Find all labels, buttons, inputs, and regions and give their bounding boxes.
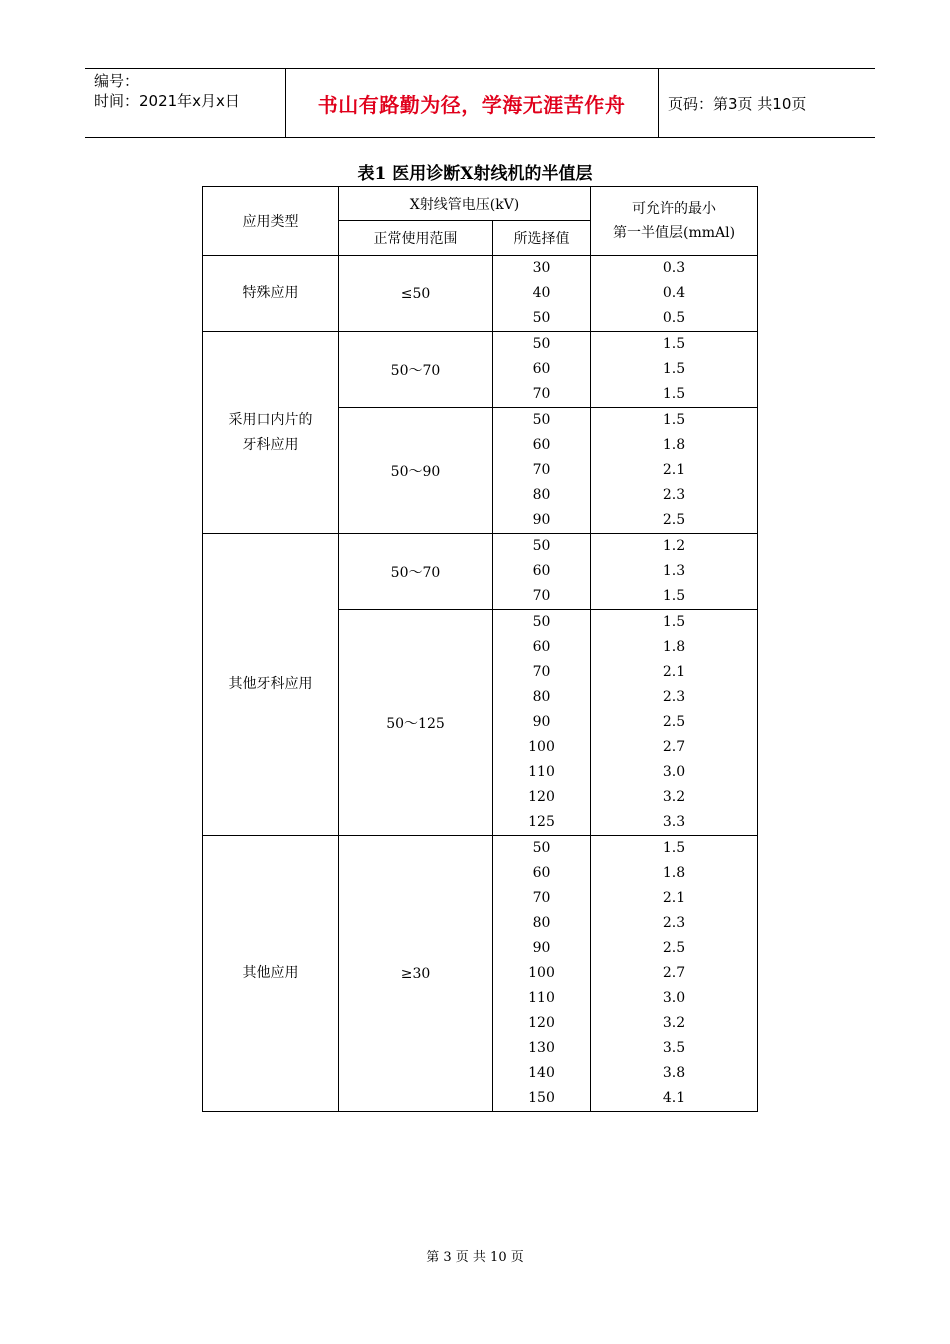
- min-hvl-value: 1.5: [662, 588, 686, 604]
- selected-value: 120: [528, 789, 555, 805]
- selected-value: 100: [528, 965, 555, 981]
- min-hvl-value: 1.3: [662, 563, 686, 579]
- selected-value: 90: [532, 512, 551, 528]
- header-motto: 书山有路勤为径，学海无涯苦作舟: [317, 92, 626, 117]
- table-body: [203, 256, 758, 1112]
- min-hvl-value: 2.5: [662, 512, 686, 528]
- min-hvl-cell: [591, 332, 758, 408]
- application-type-cell: [203, 534, 339, 836]
- min-hvl-value: 2.3: [662, 915, 686, 931]
- min-hvl-value: 3.2: [662, 1015, 686, 1031]
- min-hvl-value: 4.1: [662, 1090, 686, 1106]
- selected-value: 110: [528, 764, 555, 780]
- min-hvl-value: 3.2: [662, 789, 686, 805]
- hvl-table: [202, 186, 758, 1112]
- application-type-cell: [203, 836, 339, 1112]
- selected-value: 80: [532, 487, 551, 503]
- min-hvl-value: 3.0: [662, 764, 686, 780]
- min-hvl-value: 0.4: [662, 285, 686, 301]
- min-hvl-value: 1.8: [662, 639, 686, 655]
- selected-value: 125: [528, 814, 555, 830]
- min-hvl-value: 0.3: [662, 260, 686, 276]
- header-meta-cell: [85, 69, 286, 137]
- min-hvl-value: 3.5: [662, 1040, 686, 1056]
- selected-value: 40: [532, 285, 551, 301]
- header-motto-cell: [285, 69, 659, 137]
- selected-value: 60: [532, 563, 551, 579]
- min-hvl-value: 2.1: [662, 890, 686, 906]
- selected-value: 70: [532, 588, 551, 604]
- normal-range-cell: ≤50: [339, 256, 493, 332]
- selected-value: 50: [532, 840, 551, 856]
- selected-value: 60: [532, 639, 551, 655]
- selected-value: 110: [528, 990, 555, 1006]
- normal-range-cell: 50～70: [339, 332, 493, 408]
- min-hvl-value: 1.5: [662, 412, 686, 428]
- selected-value: 70: [532, 462, 551, 478]
- document-time-label: 时间：2021年x月x日: [94, 92, 240, 110]
- min-hvl-value: 0.5: [662, 310, 686, 326]
- min-hvl-value: 2.1: [662, 664, 686, 680]
- application-type-label: 采用口内片的: [228, 411, 313, 428]
- selected-value: 50: [532, 310, 551, 326]
- min-hvl-value: 3.3: [662, 814, 686, 830]
- min-hvl-value: 1.5: [662, 614, 686, 630]
- min-hvl-value: 2.1: [662, 462, 686, 478]
- normal-range-cell: ≥30: [339, 836, 493, 1112]
- header-selected-value: 所选择值: [493, 221, 591, 256]
- header-min-hvl: [591, 187, 758, 256]
- header-application-type: 应用类型: [203, 187, 339, 256]
- selected-value: 50: [532, 614, 551, 630]
- min-hvl-cell: [591, 408, 758, 534]
- selected-values-cell: [493, 534, 591, 610]
- selected-values-cell: [493, 408, 591, 534]
- min-hvl-cell: [591, 256, 758, 332]
- min-hvl-value: 2.5: [662, 940, 686, 956]
- selected-value: 30: [532, 260, 551, 276]
- selected-value: 50: [532, 336, 551, 352]
- min-hvl-cell: [591, 610, 758, 836]
- header-tube-voltage: X射线管电压(kV): [339, 187, 591, 221]
- table-row: [203, 256, 758, 332]
- selected-value: 60: [532, 865, 551, 881]
- selected-values-cell: [493, 610, 591, 836]
- header-normal-range: 正常使用范围: [339, 221, 493, 256]
- selected-value: 100: [528, 739, 555, 755]
- selected-value: 80: [532, 689, 551, 705]
- header-min-hvl-line2: 第一半值层(mmAl): [612, 225, 736, 241]
- table-title: 表1 医用诊断X射线机的半值层: [357, 164, 593, 184]
- selected-value: 130: [528, 1040, 555, 1056]
- document-number-label: 编号：: [94, 72, 140, 90]
- min-hvl-value: 1.8: [662, 865, 686, 881]
- selected-values-cell: [493, 332, 591, 408]
- table-row: [203, 836, 758, 1112]
- selected-value: 140: [528, 1065, 555, 1081]
- table-row: [203, 534, 758, 610]
- selected-values-cell: [493, 836, 591, 1112]
- min-hvl-value: 2.5: [662, 714, 686, 730]
- min-hvl-value: 2.7: [662, 739, 686, 755]
- table-row: [203, 332, 758, 408]
- selected-value: 80: [532, 915, 551, 931]
- min-hvl-value: 1.2: [662, 538, 686, 554]
- min-hvl-value: 2.3: [662, 487, 686, 503]
- application-type-label: 特殊应用: [242, 285, 299, 301]
- selected-value: 120: [528, 1015, 555, 1031]
- application-type-cell: [203, 256, 339, 332]
- header-min-hvl-line1: 可允许的最小: [632, 201, 717, 217]
- application-type-label: 牙科应用: [242, 436, 299, 453]
- min-hvl-value: 1.5: [662, 361, 686, 377]
- application-type-label: 其他应用: [242, 965, 299, 981]
- min-hvl-value: 2.3: [662, 689, 686, 705]
- selected-value: 70: [532, 386, 551, 402]
- page-header: [85, 68, 875, 138]
- min-hvl-value: 3.0: [662, 990, 686, 1006]
- min-hvl-value: 1.5: [662, 386, 686, 402]
- selected-value: 50: [532, 538, 551, 554]
- min-hvl-value: 2.7: [662, 965, 686, 981]
- selected-value: 60: [532, 437, 551, 453]
- header-page-cell: [659, 69, 875, 137]
- selected-value: 90: [532, 940, 551, 956]
- normal-range-cell: 50～90: [339, 408, 493, 534]
- header-page-info: 页码：第3页 共10页: [668, 94, 807, 113]
- selected-value: 60: [532, 361, 551, 377]
- min-hvl-cell: [591, 534, 758, 610]
- selected-value: 150: [528, 1090, 555, 1106]
- min-hvl-value: 1.5: [662, 840, 686, 856]
- selected-value: 70: [532, 890, 551, 906]
- selected-value: 90: [532, 714, 551, 730]
- min-hvl-value: 3.8: [662, 1065, 686, 1081]
- selected-value: 50: [532, 412, 551, 428]
- normal-range-cell: 50～70: [339, 534, 493, 610]
- normal-range-cell: 50～125: [339, 610, 493, 836]
- min-hvl-value: 1.8: [662, 437, 686, 453]
- min-hvl-cell: [591, 836, 758, 1112]
- page-footer: 第 3 页 共 10 页: [426, 1250, 524, 1265]
- min-hvl-value: 1.5: [662, 336, 686, 352]
- selected-value: 70: [532, 664, 551, 680]
- application-type-label: 其他牙科应用: [228, 676, 313, 692]
- application-type-cell: [203, 332, 339, 534]
- selected-values-cell: [493, 256, 591, 332]
